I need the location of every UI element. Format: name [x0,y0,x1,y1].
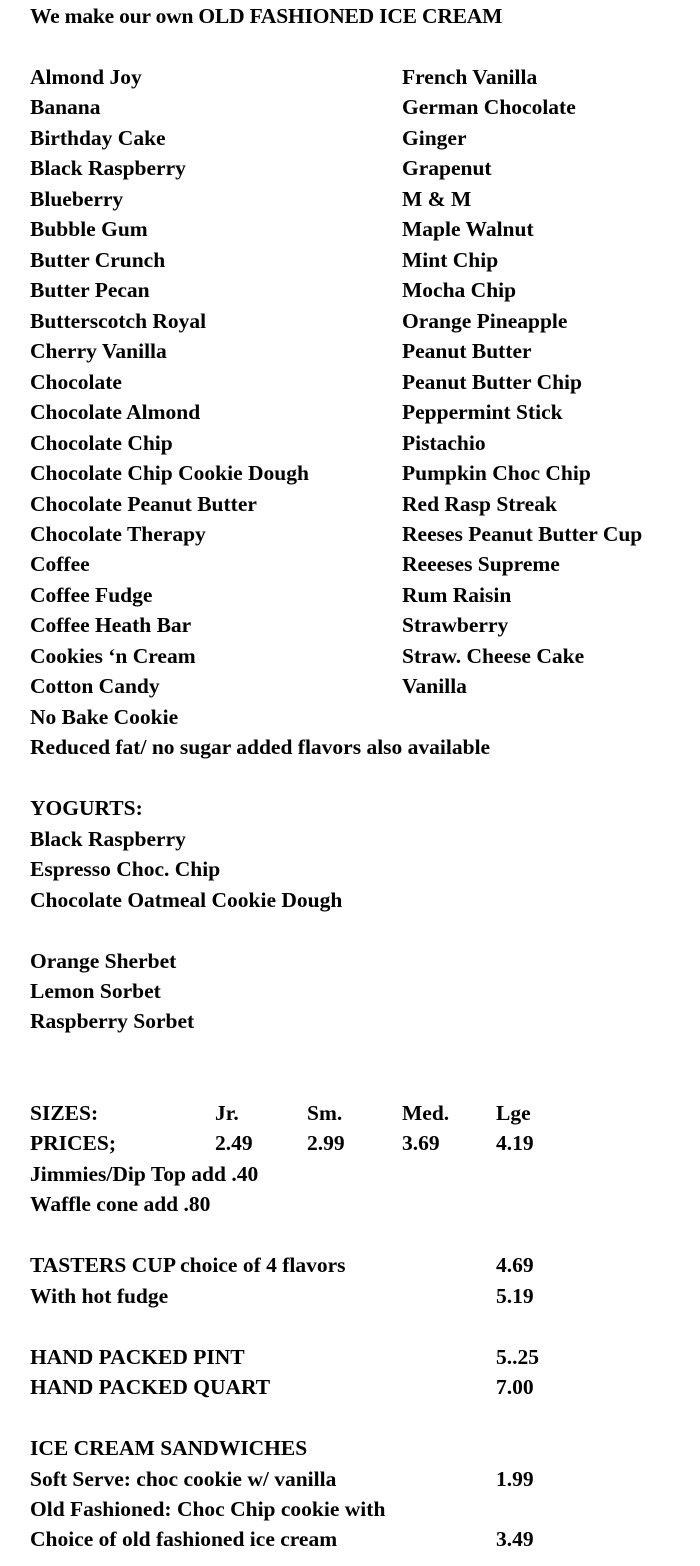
tasters-fudge-row [30,1281,700,1311]
flavor-item: Cherry Vanilla [30,339,167,364]
flavor-item: Chocolate Therapy [30,521,206,546]
menu-page [30,1,700,1555]
price-lge: 4.19 [496,1131,534,1156]
item-label: HAND PACKED PINT [30,1344,245,1369]
item-label: Soft Serve: choc cookie w/ vanilla [30,1466,337,1491]
flavor-item: Banana [30,95,101,120]
flavor-item: No Bake Cookie [30,704,179,729]
flavor-row [30,62,700,92]
menu-title: We make our own OLD FASHIONED ICE CREAM [30,4,503,28]
flavor-row [30,610,700,640]
flavor-item: Peanut Butter Chip [402,369,582,394]
flavor-row [30,92,700,122]
flavor-row [30,489,700,519]
spacer [30,1067,700,1097]
flavor-item: M & M [402,186,472,211]
price-med: 3.69 [402,1131,440,1156]
flavor-item: Black Raspberry [30,156,186,181]
flavor-item: Chocolate [30,369,122,394]
flavor-item: Chocolate Chip [30,430,173,455]
flavor-item: Straw. Cheese Cake [402,643,585,668]
flavor-list [30,62,700,732]
spacer [30,763,700,793]
flavor-item: Peanut Butter [402,339,532,364]
item-price: 3.49 [496,1527,534,1552]
size-lge: Lge [496,1100,531,1125]
size-med: Med. [402,1100,450,1125]
flavor-item: Maple Walnut [402,217,534,242]
flavor-item: Red Rasp Streak [402,491,557,516]
flavor-row [30,245,700,275]
spacer [30,1037,700,1067]
sandwich-row [30,1494,700,1524]
flavor-row [30,702,700,732]
flavor-item: French Vanilla [402,64,538,89]
flavor-item: Chocolate Chip Cookie Dough [30,461,309,486]
item-price: 7.00 [496,1375,534,1400]
flavor-item: Peppermint Stick [402,400,563,425]
flavor-item: Coffee Fudge [30,582,153,607]
item-price: 5.19 [496,1283,534,1308]
flavor-item: Pistachio [402,430,486,455]
addon-waffle: Waffle cone add .80 [30,1192,211,1217]
item-label: HAND PACKED QUART [30,1375,271,1400]
price-sm: 2.99 [307,1131,345,1156]
flavor-item: Reeeses Supreme [402,552,560,577]
yogurts-heading: YOGURTS: [30,796,143,821]
flavor-item: Butter Pecan [30,278,150,303]
flavor-item: Cookies ‘n Cream [30,643,196,668]
addon-jimmies: Jimmies/Dip Top add .40 [30,1161,259,1186]
item-label: With hot fudge [30,1283,169,1308]
flavor-item: Chocolate Almond [30,400,201,425]
item-label: TASTERS CUP choice of 4 flavors [30,1253,346,1278]
flavor-item: Butter Crunch [30,247,166,272]
flavor-item: Grapenut [402,156,492,181]
flavor-item: Ginger [402,125,467,150]
sandwich-row [30,1464,700,1494]
flavor-item: Blueberry [30,186,124,211]
flavor-row [30,428,700,458]
flavor-row [30,519,700,549]
flavor-item: Mint Chip [402,247,499,272]
flavor-row [30,275,700,305]
spacer [30,31,700,61]
tasters-row [30,1250,700,1280]
flavor-row [30,549,700,579]
flavor-item: Birthday Cake [30,125,166,150]
yogurt-item: Chocolate Oatmeal Cookie Dough [30,887,343,912]
spacer [30,1311,700,1341]
item-label: Choice of old fashioned ice cream [30,1527,338,1552]
flavor-row [30,153,700,183]
flavor-item: Butterscotch Royal [30,308,207,333]
yogurt-item: Espresso Choc. Chip [30,857,221,882]
item-price: 5..25 [496,1344,539,1369]
flavor-item: Coffee [30,552,90,577]
flavor-item: Pumpkin Choc Chip [402,461,591,486]
reduced-fat-note: Reduced fat/ no sugar added flavors also available [30,735,491,760]
item-price: 4.69 [496,1253,534,1278]
flavor-row [30,458,700,488]
size-jr: Jr. [215,1100,239,1125]
flavor-row [30,397,700,427]
flavor-row [30,306,700,336]
flavor-item: Bubble Gum [30,217,148,242]
flavor-row [30,671,700,701]
flavor-item: Strawberry [402,613,509,638]
sherbet-item: Lemon Sorbet [30,979,161,1003]
flavor-item: Cotton Candy [30,674,160,699]
quart-row [30,1372,700,1402]
size-sm: Sm. [307,1100,343,1125]
flavor-item: Almond Joy [30,64,142,89]
prices-row [30,1128,700,1158]
spacer [30,1403,700,1433]
flavor-row [30,214,700,244]
flavor-row [30,580,700,610]
flavor-row [30,184,700,214]
flavor-row [30,123,700,153]
sherbet-item: Raspberry Sorbet [30,1009,195,1034]
item-label: Old Fashioned: Choc Chip cookie with [30,1496,386,1521]
sherbet-item: Orange Sherbet [30,948,177,973]
flavor-item: Vanilla [402,674,467,699]
flavor-row [30,641,700,671]
flavor-item: German Chocolate [402,95,576,120]
prices-label: PRICES; [30,1131,117,1156]
flavor-item: Reeses Peanut Butter Cup [402,521,643,546]
flavor-item: Coffee Heath Bar [30,613,192,638]
sizes-row [30,1098,700,1128]
flavor-item: Rum Raisin [402,582,512,607]
price-jr: 2.49 [215,1131,253,1156]
pint-row [30,1342,700,1372]
sizes-label: SIZES: [30,1100,99,1125]
spacer [30,915,700,945]
yogurt-item: Black Raspberry [30,826,186,851]
item-price: 1.99 [496,1466,534,1491]
sandwiches-heading: ICE CREAM SANDWICHES [30,1436,308,1461]
flavor-row [30,367,700,397]
sandwich-row [30,1524,700,1554]
flavor-item: Orange Pineapple [402,308,568,333]
spacer [30,1220,700,1250]
flavor-item: Mocha Chip [402,278,517,303]
flavor-row [30,336,700,366]
flavor-item: Chocolate Peanut Butter [30,491,257,516]
